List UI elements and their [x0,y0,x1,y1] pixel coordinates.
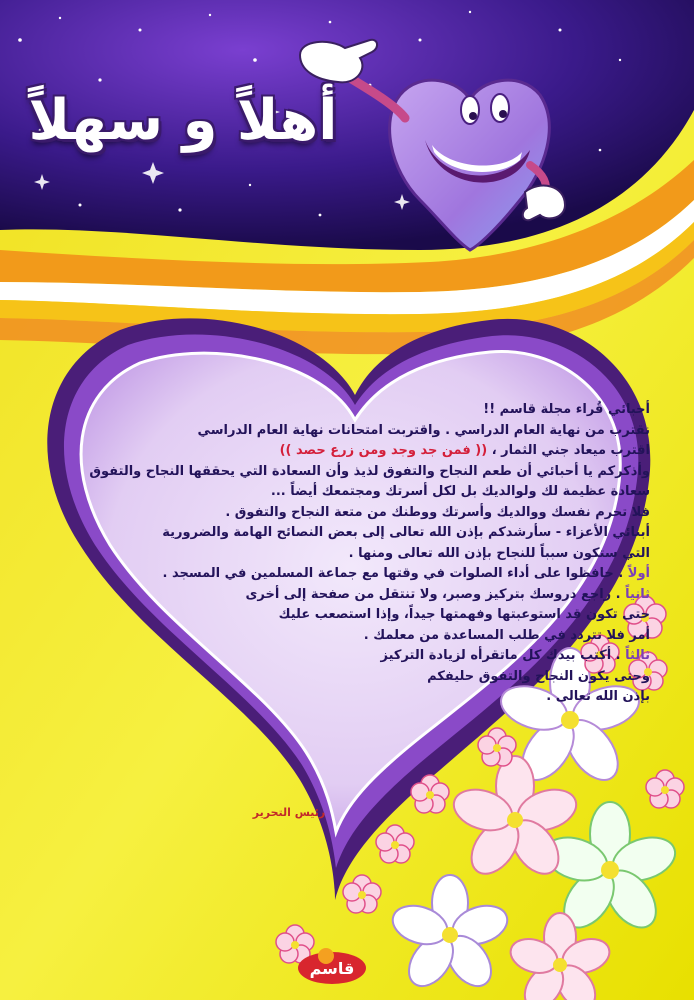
editorial-letter [89,400,650,708]
page-title: أهلاً و سهلاً [28,88,338,153]
letter-line: حتى تكون قد استوعبتها وفهمتها جيداً، وإذا استصعب عليك [278,607,650,622]
magazine-logo [296,946,368,986]
letter-line: نقترب من نهاية العام الدراسي . واقتربت امتحانات نهاية العام الدراسي [197,422,650,438]
advice-label: أولاً [627,566,650,581]
letter-text: اقترب ميعاد جني الثمار ، [491,443,650,458]
advice-label: ثالثاً [625,648,650,663]
advice-second [220,585,650,606]
letter-line: وأذكركم يا أحبائي أن طعم النجاح والتفوق لذيذ وأن السعادة التي يحققها النجاح والتفوق [89,463,650,479]
letter-line: فلا تحرم نفسك ووالديك وأسرتك ووطنك من متعة النجاح والتفوق . [225,504,650,520]
advice-label: ثانياً [625,586,650,602]
advice-text: . راجع دروسك بتركيز وصبر، ولا تنتقل من صفحة إلى أخرى [245,586,621,602]
letter-line: سعادة عظيمة لك ولوالديك بل لكل أسرتك ومجتمعك أيضاً ... [270,484,650,499]
advice-text: . أكتب بيدك كل ماتقرأه لزيادة التركيز [380,648,621,663]
logo-text: قاسم [309,959,355,978]
letter-line: أمر فلا تتردد في طلب المساعدة من معلمك . [363,627,650,643]
advice-text: . حافظوا على أداء الصلوات في وقتها مع جماعة المسلمين في المسجد . [162,566,624,581]
letter-greeting: أحبائي قُراء مجلة قاسم !! [483,402,650,417]
letter-line: بإذن الله تعالى . [546,689,650,704]
advice-third [220,646,650,667]
letter-line: التي ستكون سبباً للنجاح بإذن الله تعالى ومنها . [348,545,650,561]
proverb-quote: (( فمن جد وجد ومن زرع حصد )) [279,443,488,458]
letter-line: أبنائي الأعزاء - سأرشدكم بإذن الله تعالى إلى بعض النصائح الهامة والضرورية [162,525,650,540]
advice-first [162,564,650,585]
letter-line [220,441,650,462]
letter-line: وحتى يكون النجاح والتفوق حليفكم [427,668,650,684]
editor-signature: رئيس التحرير [252,806,326,819]
